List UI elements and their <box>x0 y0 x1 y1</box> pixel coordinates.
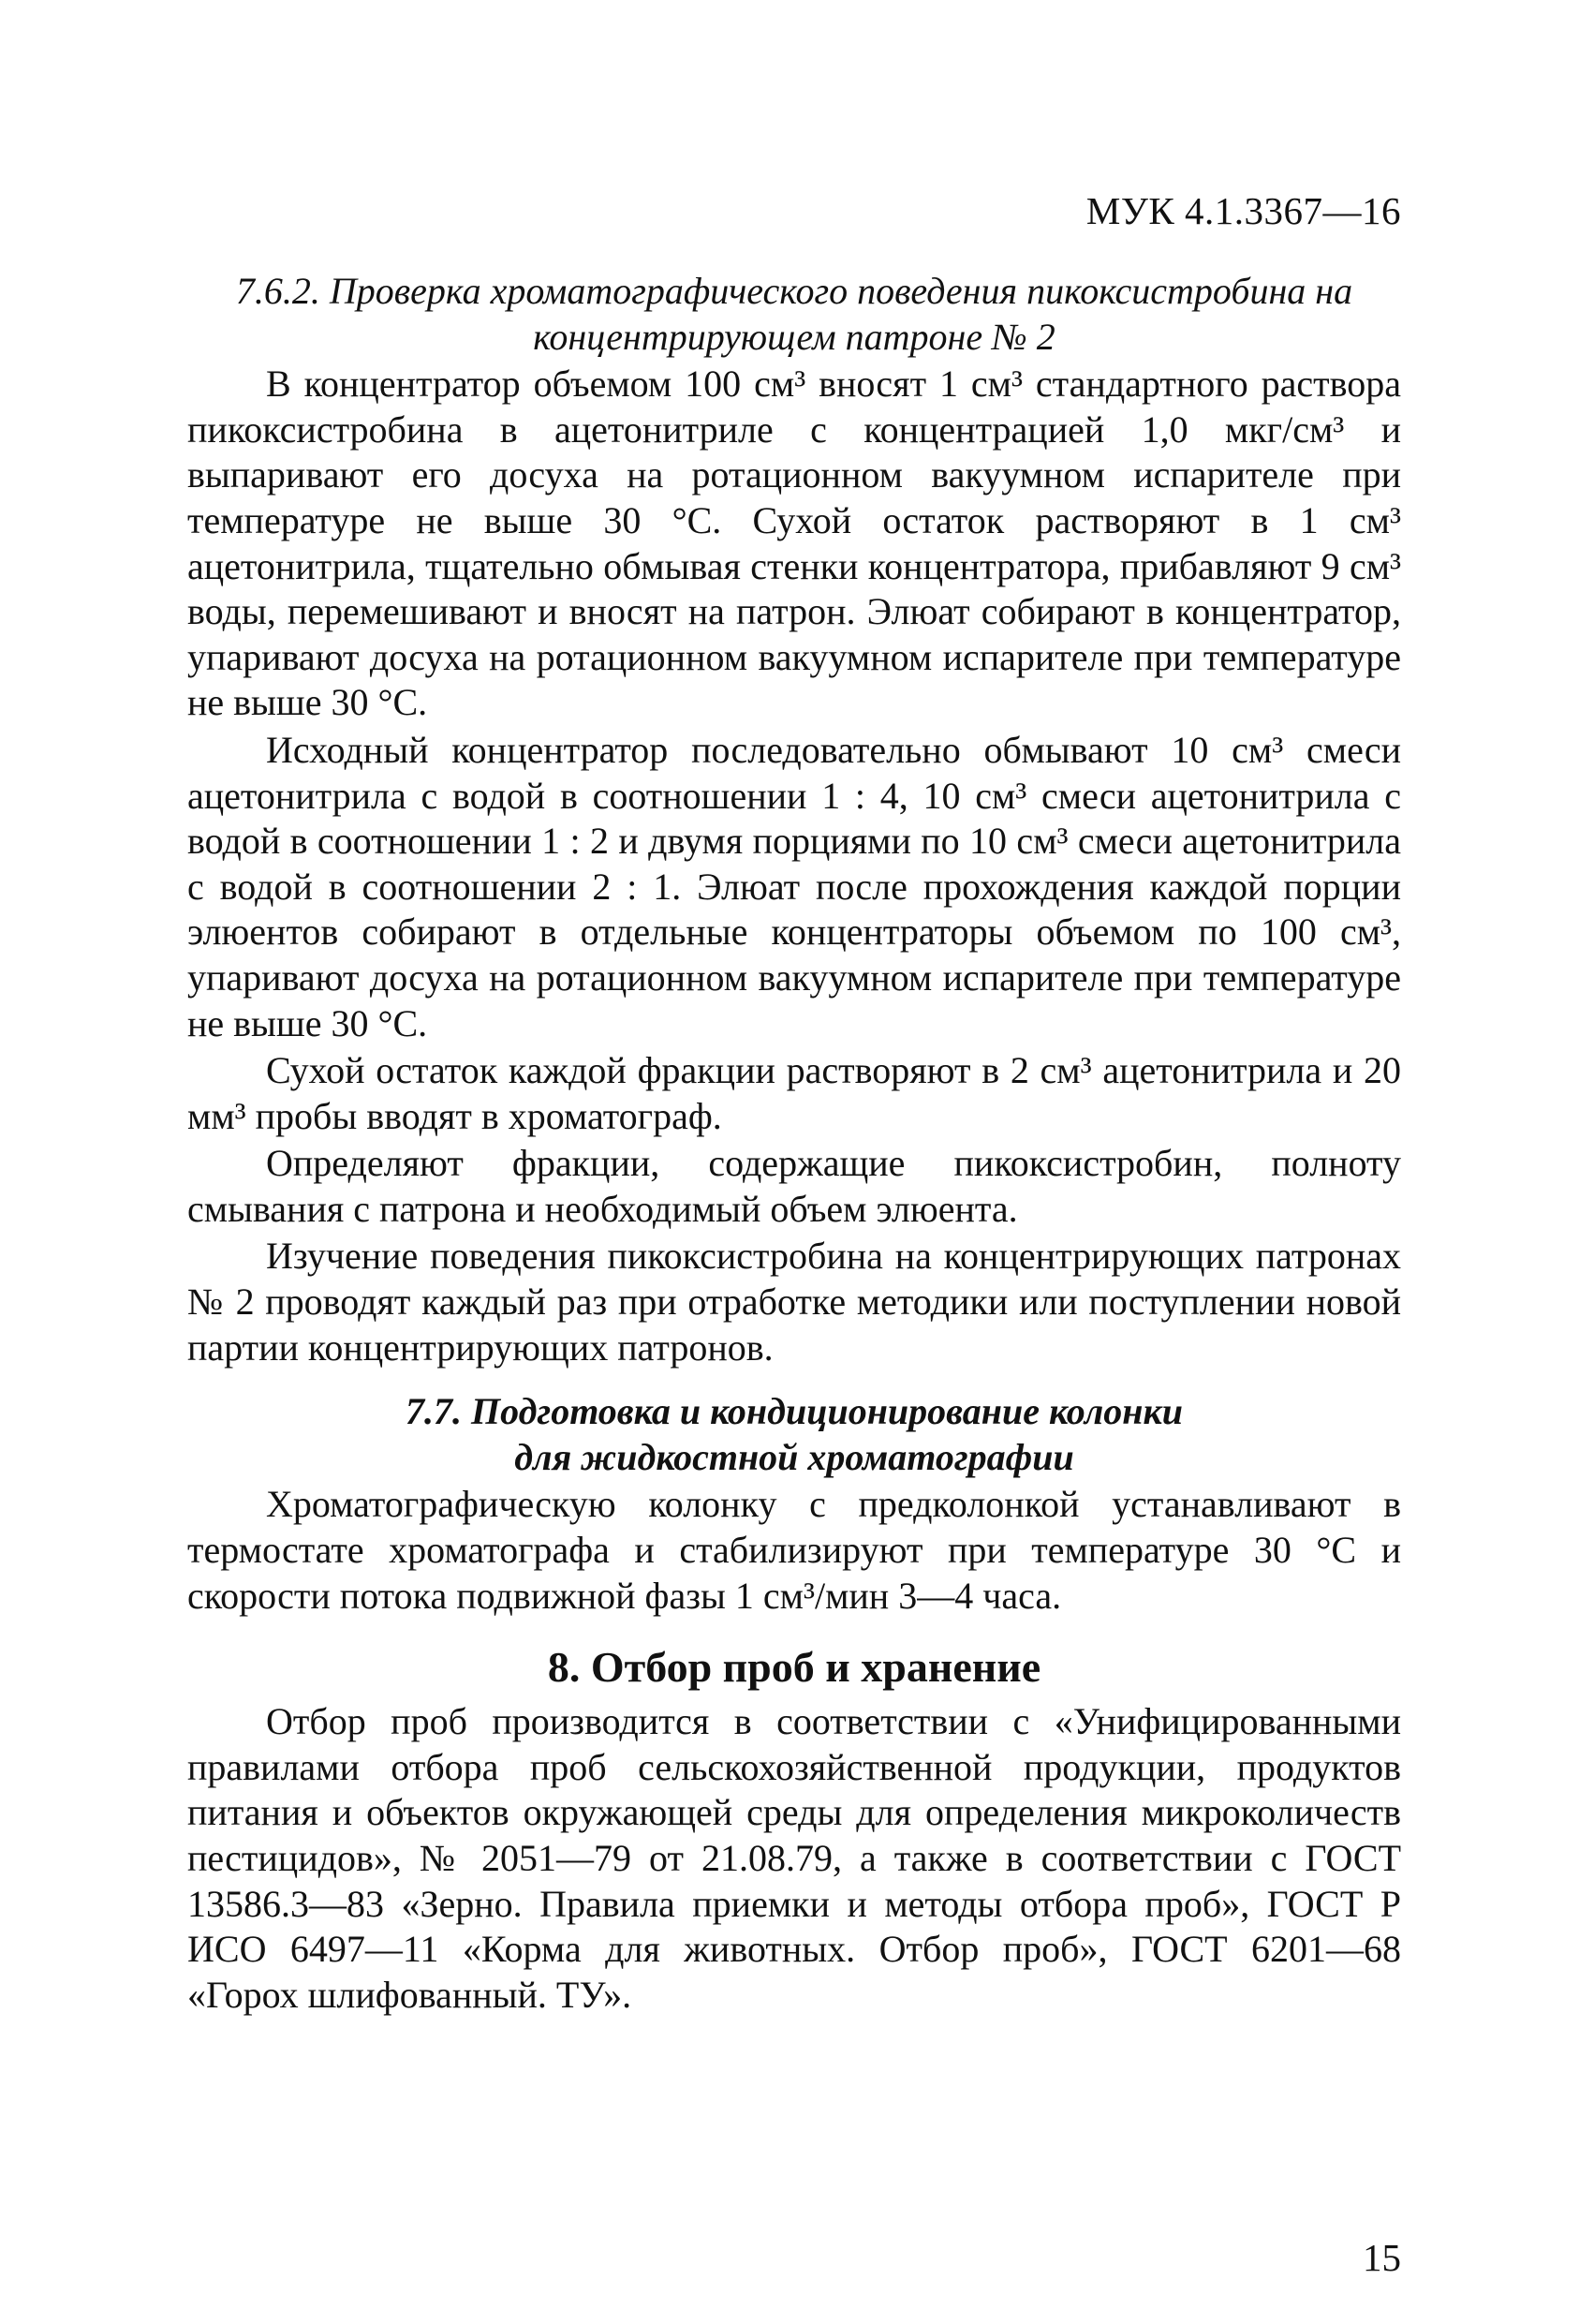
section-8-paragraph: Отбор проб производится в соответствии с «Унифицированными правилами отбора проб сельскохозяйственной продукции, продуктов питания и объектов окружающей среды для определения микроколичеств пестицидов», № 2051—79 от 21.08.79, а также в соответствии с ГОСТ 13586.3—83 «Зерно. Правила приемки и методы отбора проб», ГОСТ Р ИСО 6497—11 «Корма для животных. Отбор проб», ГОСТ 6201—68 «Горох шлифованный. ТУ». <box>187 1700 1401 2016</box>
section-7-6-2-paragraph-2: Исходный концентратор последовательно обмывают 10 см³ смеси ацетонитрила с водой в соотношении 1 : 4, 10 см³ смеси ацетонитрила с водой в соотношении 1 : 2 и двумя порциями по 10 см³ смеси ацетонитрила с водой в соотношении 2 : 1. Элюат после прохождения каждой порции элюентов собирают в отдельные концентраторы объемом по 100 см³, упаривают досуха на ротационном вакуумном испарителе при температуре не выше 30 °С. <box>187 728 1401 1044</box>
document-page <box>187 183 1401 2281</box>
section-7-7-heading <box>187 1389 1401 1480</box>
section-7-7-paragraph: Хроматографическую колонку с предколонкой устанавливают в термостате хроматографа и стабилизируют при температуре 30 °С и скорости потока подвижной фазы 1 см³/мин 3—4 часа. <box>187 1483 1401 1617</box>
document-body <box>187 269 1401 2018</box>
section-7-6-2-paragraph-3: Сухой остаток каждой фракции растворяют в 2 см³ ацетонитрила и 20 мм³ пробы вводят в хроматограф. <box>187 1049 1401 1137</box>
section-7-6-2-paragraph-5: Изучение поведения пикоксистробина на концентрирующих патронах № 2 проводят каждый раз при отработке методики или поступлении новой партии концентрирующих патронов. <box>187 1235 1401 1369</box>
section-8-heading: 8. Отбор проб и хранение <box>547 1643 1041 1692</box>
section-7-6-2-paragraph-4: Определяют фракции, содержащие пикоксистробин, полноту смывания с патрона и необходимый объем элюента. <box>187 1142 1401 1230</box>
section-7-7-heading-line-2: для жидкостной хроматографии <box>514 1435 1074 1478</box>
section-7-6-2-paragraph-1: В концентратор объемом 100 см³ вносят 1 см³ стандартного раствора пикоксистробина в ацетонитриле с концентрацией 1,0 мкг/см³ и выпаривают его досуха на ротационном вакуумном испарителе при температуре не выше 30 °С. Сухой остаток растворяют в 1 см³ ацетонитрила, тщательно обмывая стенки концентратора, прибавляют 9 см³ воды, перемешивают и вносят на патрон. Элюат собирают в концентратор, упаривают досуха на ротационном вакуумном испарителе при температуре не выше 30 °С. <box>187 363 1401 724</box>
page-number: 15 <box>1363 2236 1401 2279</box>
section-7-6-2-heading: 7.6.2. Проверка хроматографического поведения пикоксистробина на концентрирующем патроне № 2 <box>235 270 1353 358</box>
section-7-7-heading-line-1: 7.7. Подготовка и кондиционирование колонки <box>406 1390 1183 1433</box>
document-code-header: МУК 4.1.3367—16 <box>1085 189 1401 232</box>
